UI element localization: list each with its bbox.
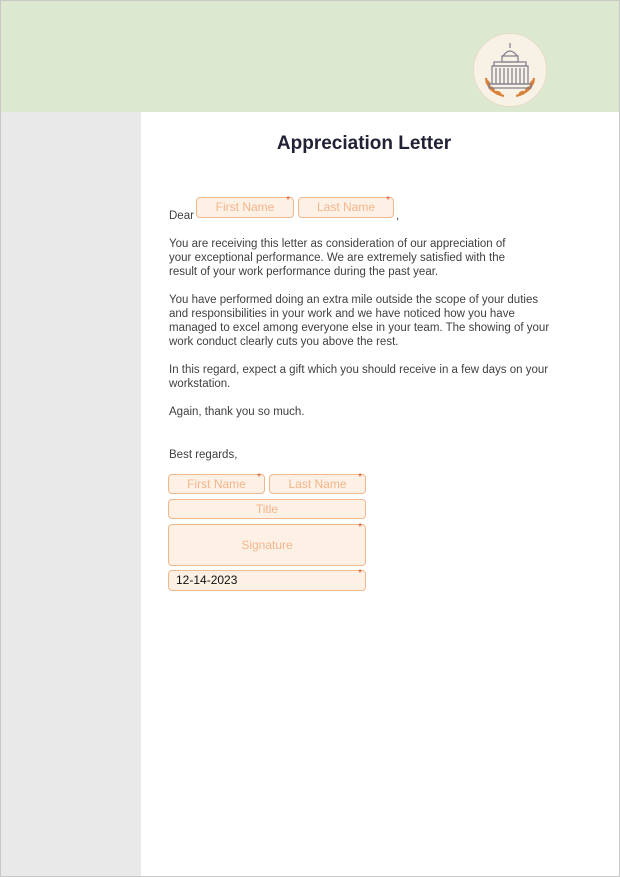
date-value: 12-14-2023 [176,573,238,587]
date-field[interactable] [168,570,366,591]
body-paragraph: In this regard, expect a gift which you should receive in a few days on your workstation. [169,364,549,390]
closing-text: Best regards, [169,449,238,461]
salutation-comma: , [396,210,400,222]
signer-first-name-field[interactable] [168,474,265,494]
recipient-last-name-field[interactable] [298,197,394,218]
required-marker: * [257,472,261,483]
field-placeholder: First Name [215,200,275,214]
required-marker: * [358,472,362,483]
field-placeholder: Title [255,502,279,516]
required-marker: * [286,195,290,206]
field-placeholder: Last Name [288,477,347,491]
signature-field[interactable] [168,524,366,566]
body-paragraph: You are receiving this letter as consideration of our appreciation of your exceptional performance. We are extremely satisfied with the result of your work performance during the past year. [169,238,506,278]
required-marker: * [358,522,362,533]
field-placeholder: Last Name [316,200,376,214]
side-band [1,112,141,876]
required-marker: * [386,195,390,206]
required-marker: * [358,568,362,579]
body-paragraph: You have performed doing an extra mile outside the scope of your duties and responsibilities in your work and we have noticed how you have managed to excel among everyone else in your team. The showing of your work conduct clearly cuts you above the rest. [169,294,550,348]
field-placeholder: Signature [241,538,293,552]
signer-last-name-field[interactable] [269,474,366,494]
capitol-building-seal-icon [473,33,547,107]
letter-title: Appreciation Letter [276,133,452,154]
body-paragraph: Again, thank you so much. [169,406,305,418]
field-placeholder: First Name [187,477,246,491]
salutation-text: Dear [169,210,194,222]
recipient-first-name-field[interactable] [196,197,294,218]
signer-title-field[interactable] [168,499,366,519]
